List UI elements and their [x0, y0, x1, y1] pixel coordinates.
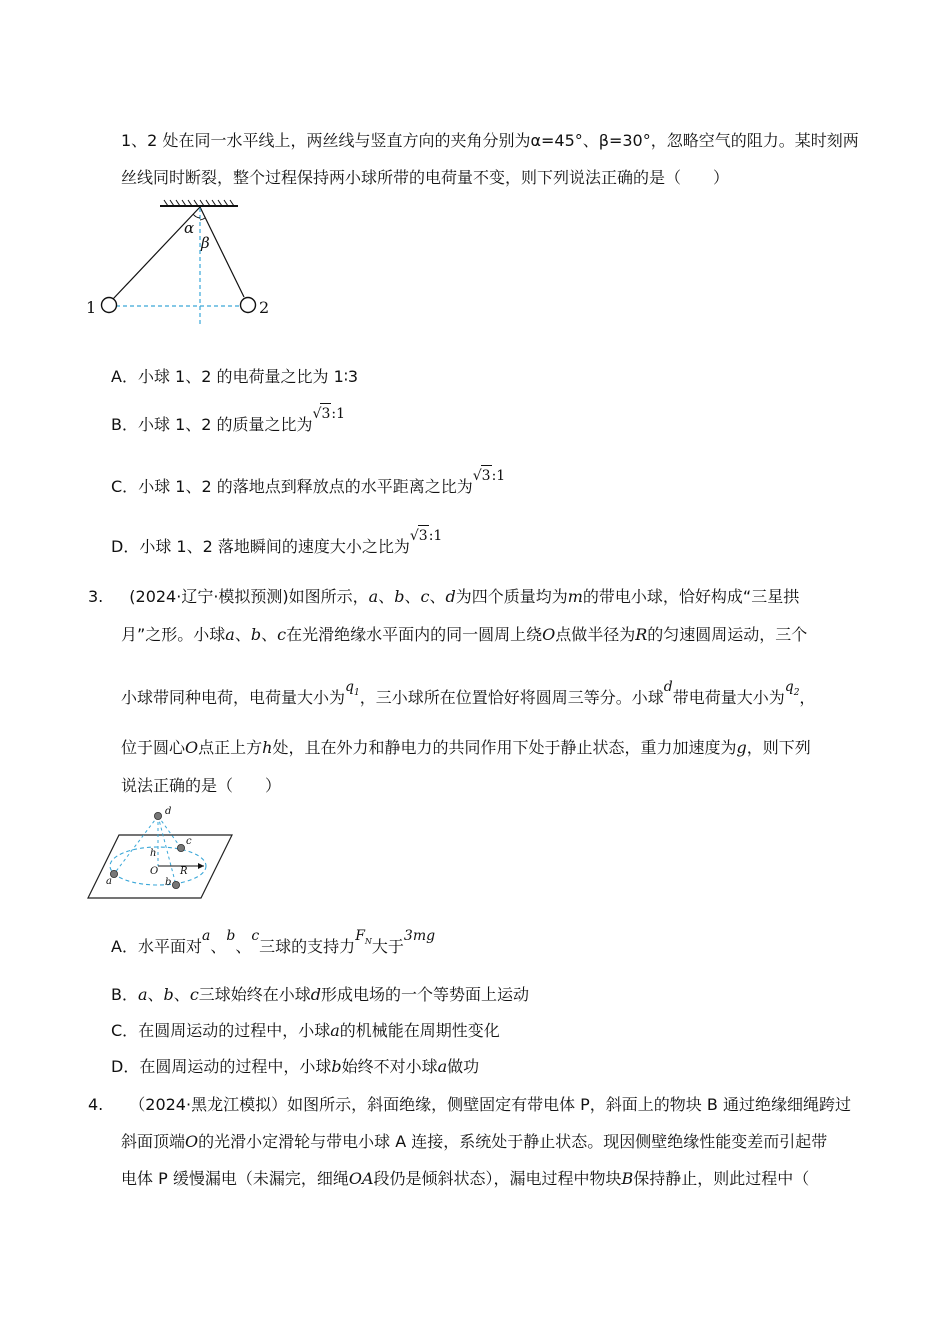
option-b-text: 小球 1、2 的质量之比为 [137, 415, 313, 434]
figure2-o-label: O [150, 866, 159, 877]
option-a-prefix: A． [111, 367, 138, 386]
fn-symbol: $F_N$ [355, 928, 372, 946]
figure2-a-label: a [106, 876, 112, 887]
option-c [111, 468, 506, 498]
question-4-number: 4. [88, 1095, 104, 1114]
figure2-b-label: b [165, 877, 172, 888]
question-4-line-1: 4. （2024·黑龙江模拟）如图所示，斜面绝缘，侧壁固定有带电体 P，斜面上的物块 B 通过绝缘细绳跨过 [88, 1095, 851, 1114]
figure-pendulum [80, 196, 280, 326]
figure1-ball2-label: 2 [259, 298, 270, 317]
q1-symbol: $q_1$ [345, 679, 360, 698]
question-3-line-1: 3. (2024·辽宁·模拟预测)如图所示，a、b、c、d为四个质量均为m的带电小球，恰好构成“三星拱 [88, 587, 800, 606]
figure2-r-label: R [180, 866, 188, 877]
figure2-c-label: c [186, 836, 192, 847]
option-c-prefix: C． [111, 477, 139, 496]
figure1-beta-label: β [201, 234, 210, 252]
intro-line-1: 1、2 处在同一水平线上，两丝线与竖直方向的夹角分别为α=45°、β=30°，忽略空气的阻力。某时刻两 [121, 131, 859, 150]
q2-symbol: $q_2$ [784, 679, 800, 698]
figure1-alpha-label: α [184, 219, 195, 237]
q3-option-b: B．a、b、c三球始终在小球d形成电场的一个等势面上运动 [111, 985, 530, 1004]
option-c-text: 小球 1、2 的落地点到释放点的水平距离之比为 [138, 477, 473, 496]
option-c-math: √3:1 [473, 468, 505, 484]
question-3-line-4: 位于圆心O点正上方h处，且在外力和静电力的共同作用下处于静止状态，重力加速度为g，则下列 [121, 738, 811, 757]
question-3-number: 3. [88, 587, 104, 606]
q3-option-a: A．水平面对a、b、c三球的支持力$F_N$大于3mg [111, 928, 436, 956]
q3-option-d: D．在圆周运动的过程中，小球b始终不对小球a做功 [111, 1057, 480, 1076]
option-a-text: 小球 1、2 的电荷量之比为 1∶3 [137, 367, 359, 386]
option-b-prefix: B． [111, 415, 138, 434]
figure2-d-label: d [165, 806, 172, 817]
question-3-line-2: 月”之形。小球a、b、c在光滑绝缘水平面内的同一圆周上绕O点做半径为R的匀速圆周运动，三个 [121, 625, 808, 644]
intro-line-2: 丝线同时断裂，整个过程保持两小球所带的电荷量不变，则下列说法正确的是（ ） [121, 168, 730, 187]
figure-three-stars [86, 808, 236, 903]
figure2-h-label: h [150, 848, 157, 859]
question-4-line-3: 电体 P 缓慢漏电（未漏完，细绳OA段仍是倾斜状态），漏电过程中物块B保持静止，则此过程中（ [121, 1169, 810, 1188]
option-a [111, 367, 358, 387]
q3-option-c: C．在圆周运动的过程中，小球a的机械能在周期性变化 [111, 1021, 500, 1040]
option-d-prefix: D． [111, 537, 140, 556]
option-d-text: 小球 1、2 落地瞬间的速度大小之比为 [139, 537, 410, 556]
question-3-line-3: 小球带同种电荷，电荷量大小为$q_1$，三小球所在位置恰好将圆周三等分。小球d带电荷量大小为$q_2$， [121, 679, 816, 707]
question-4-line-2: 斜面顶端O的光滑小定滑轮与带电小球 A 连接，系统处于静止状态。现因侧壁绝缘性能变差而引起带 [121, 1132, 828, 1151]
option-d [111, 528, 443, 558]
figure1-ball1-label: 1 [86, 298, 97, 317]
question-3-source: (2024·辽宁·模拟预测) [129, 587, 289, 606]
question-3-line-5: 说法正确的是（ ） [121, 776, 282, 795]
option-d-math: √3:1 [410, 528, 442, 544]
option-b-math: √3:1 [313, 406, 345, 422]
option-b [111, 406, 345, 436]
